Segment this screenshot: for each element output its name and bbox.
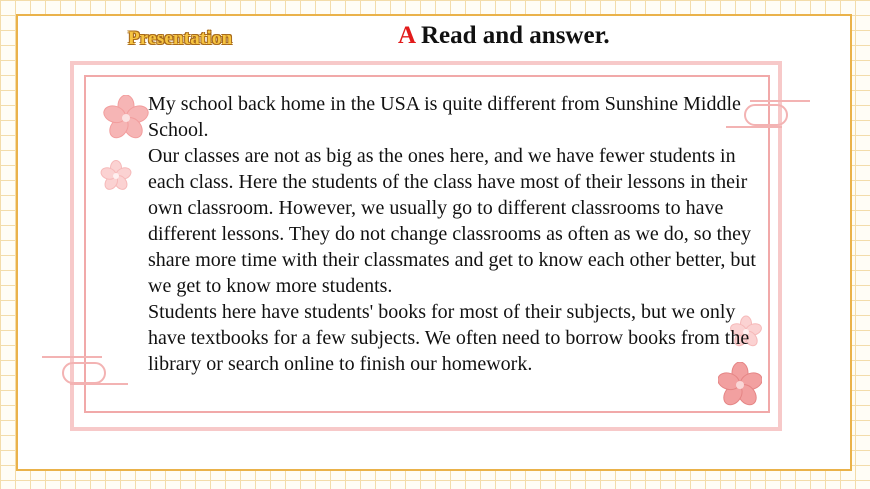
- passage-paragraph-2: Our classes are not as big as the ones here, and we have fewer students in each class. Here the students of the class have most of their lessons in their own classroom. However, we usually go to different classrooms to have different lessons. They do not change classrooms as often as we do, so they share more time with their classmates and get to know each other better, but we get to know more students.: [148, 145, 756, 297]
- passage-paragraph-1: My school back home in the USA is quite different from Sunshine Middle School.: [148, 93, 741, 141]
- passage-paragraph-3: Students here have students' books for most of their subjects, but we only have textbooks for a few subjects. We often need to borrow books from the library or search online to finish our homework.: [148, 301, 750, 375]
- page-title: [398, 22, 610, 50]
- deco-line-bottom-left-2: [70, 383, 128, 385]
- deco-curl-bottom-left: [62, 362, 106, 384]
- title-text: Read and answer.: [420, 22, 610, 49]
- reading-passage: [148, 91, 768, 377]
- cherry-blossom-icon: [103, 95, 149, 141]
- title-letter: A: [398, 22, 415, 49]
- section-label: Presentation: [128, 28, 233, 49]
- deco-line-bottom-left: [42, 356, 102, 358]
- cherry-blossom-icon: [100, 160, 132, 192]
